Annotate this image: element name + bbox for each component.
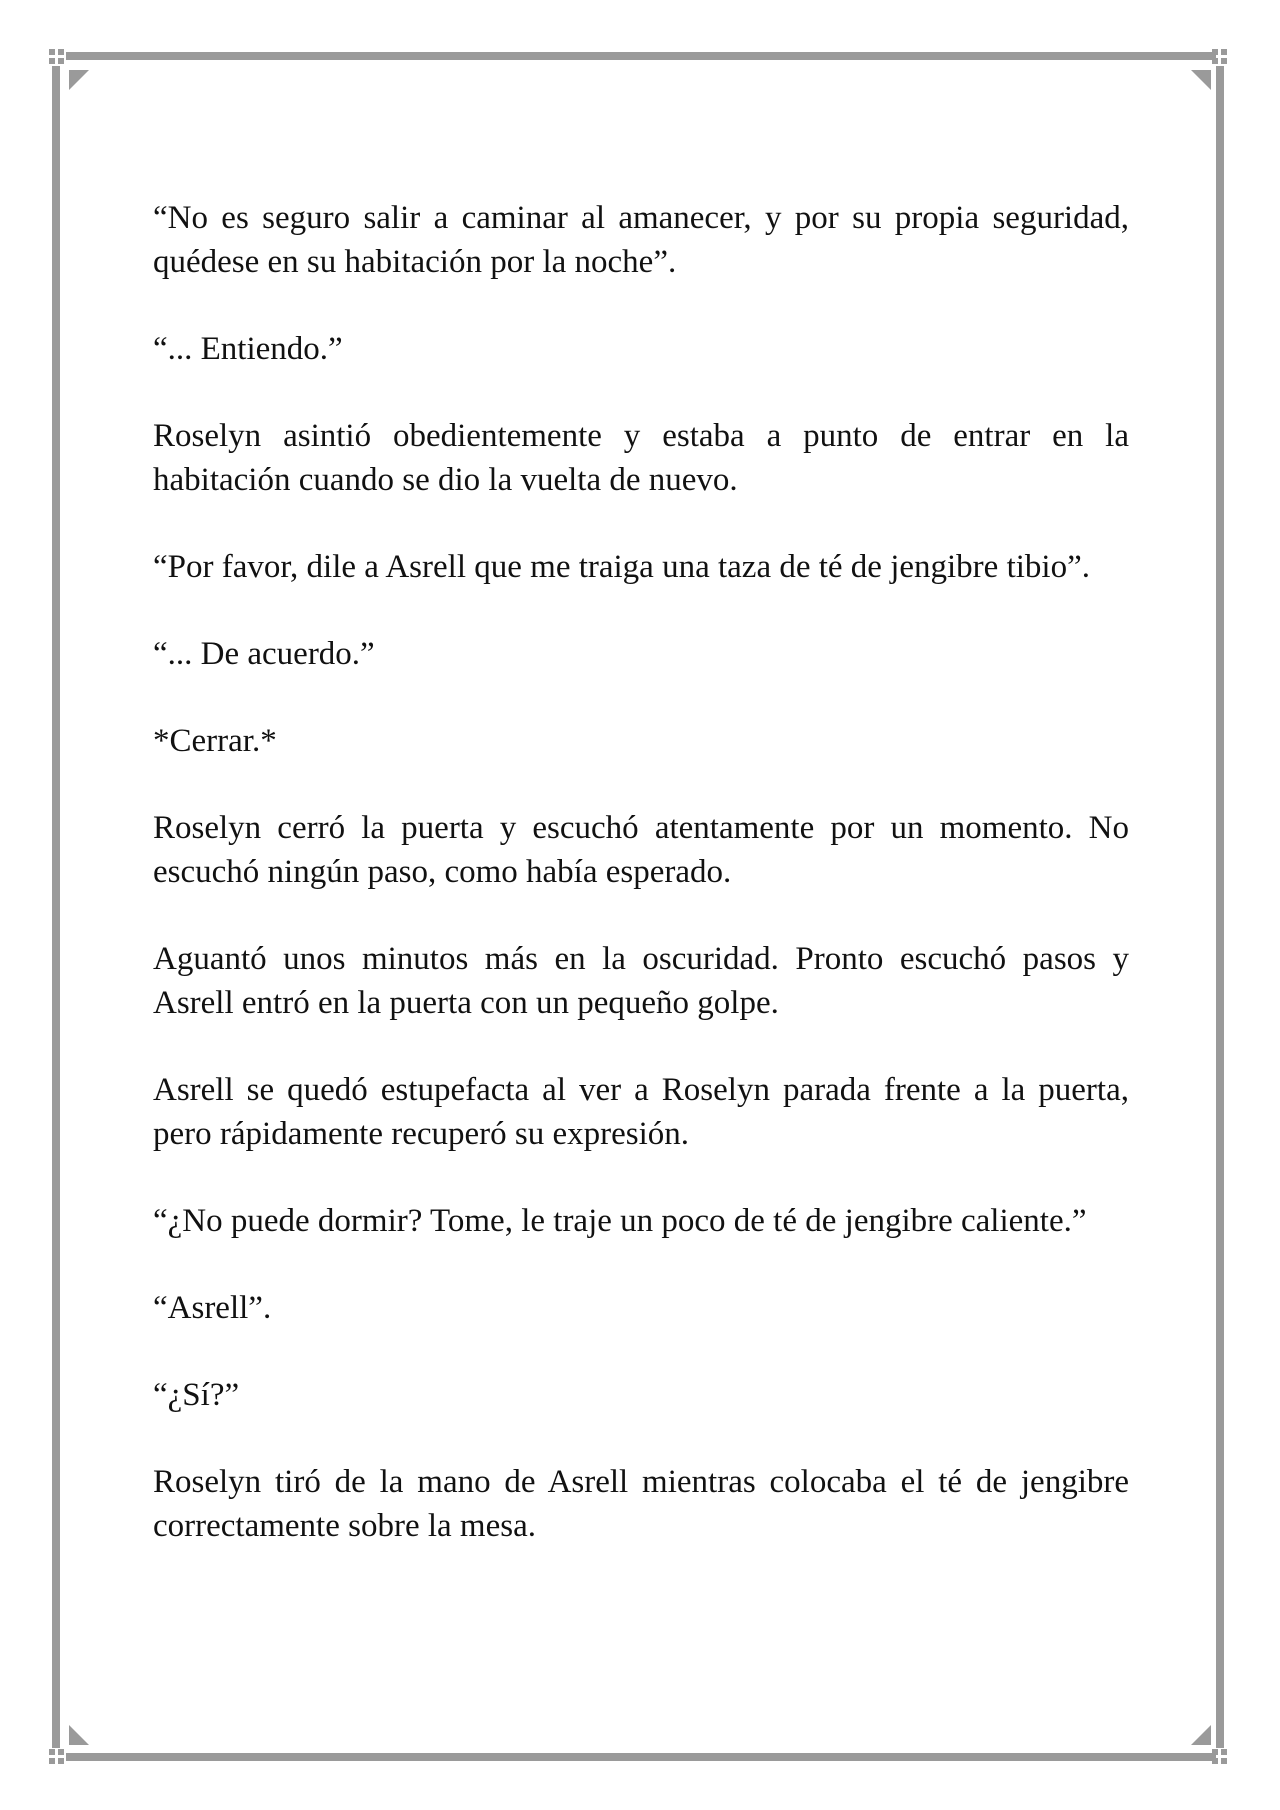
paragraph: “... Entiendo.” — [153, 331, 343, 367]
paragraph: Roselyn asintió obedientemente y estaba a punto de entrar en la habitación cuando se dio la vuelta de nuevo. — [153, 418, 1129, 498]
frame-corner-triangle-top-right — [1191, 70, 1211, 90]
paragraph: Aguantó unos minutos más en la oscuridad. Pronto escuchó pasos y Asrell entró en la puerta con un pequeño golpe. — [153, 941, 1129, 1021]
frame-corner-ornament-bottom-right — [1212, 1749, 1228, 1765]
frame-corner-triangle-bottom-left — [69, 1725, 89, 1745]
paragraph: “¿No puede dormir? Tome, le traje un poco de té de jengibre caliente.” — [153, 1203, 1087, 1239]
frame-border-top — [66, 52, 1216, 60]
frame-corner-ornament-top-right — [1212, 49, 1228, 65]
page-text-body — [153, 196, 1129, 1591]
paragraph: “¿Sí?” — [153, 1377, 240, 1413]
paragraph: “Asrell”. — [153, 1290, 272, 1326]
frame-corner-ornament-bottom-left — [49, 1749, 65, 1765]
paragraph: “No es seguro salir a caminar al amanecer, y por su propia seguridad, quédese en su habitación por la noche”. — [153, 200, 1129, 280]
frame-corner-ornament-top-left — [49, 49, 65, 65]
paragraph: Asrell se quedó estupefacta al ver a Roselyn parada frente a la puerta, pero rápidamente recuperó su expresión. — [153, 1072, 1129, 1152]
paragraph: “Por favor, dile a Asrell que me traiga una taza de té de jengibre tibio”. — [153, 549, 1090, 585]
paragraph: Roselyn tiró de la mano de Asrell mientras colocaba el té de jengibre correctamente sobre la mesa. — [153, 1464, 1129, 1544]
frame-border-bottom — [66, 1753, 1216, 1761]
paragraph: *Cerrar.* — [153, 723, 277, 759]
paragraph: “... De acuerdo.” — [153, 636, 375, 672]
frame-corner-triangle-bottom-right — [1191, 1725, 1211, 1745]
frame-border-right — [1216, 66, 1224, 1748]
paragraph: Roselyn cerró la puerta y escuchó atentamente por un momento. No escuchó ningún paso, como había esperado. — [153, 810, 1129, 890]
frame-border-left — [52, 66, 60, 1748]
frame-corner-triangle-top-left — [69, 70, 89, 90]
